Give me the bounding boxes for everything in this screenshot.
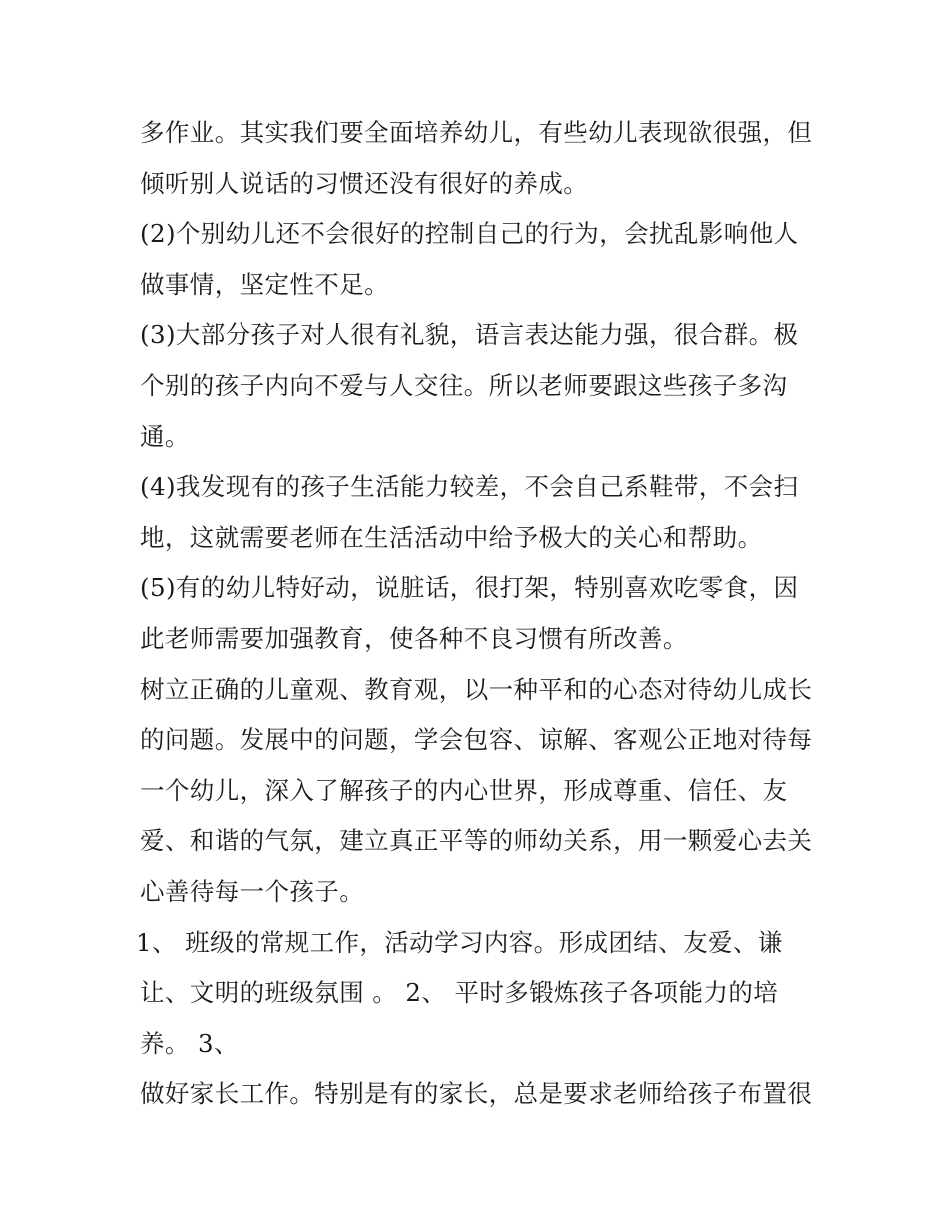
text-line: (2)个别幼儿还不会很好的控制自己的行为，会扰乱影响他人 xyxy=(140,219,799,249)
text-line: 的问题。发展中的问题，学会包容、谅解、客观公正地对待每 xyxy=(140,725,813,755)
document-body xyxy=(136,108,830,1120)
text-line: 倾听别人说话的习惯还没有很好的养成。 xyxy=(140,168,589,198)
list-line: 让、文明的班级氛围 。 2、 平时多锻炼孩子各项能力的培 xyxy=(140,978,779,1008)
text-line: 爱、和谐的气氛，建立真正平等的师幼关系，用一颗爱心去关 xyxy=(140,826,813,856)
text-line: (4)我发现有的孩子生活能力较差，不会自己系鞋带，不会扫 xyxy=(140,472,799,502)
text-line: 心善待每一个孩子。 xyxy=(140,876,365,906)
text-line: 地，这就需要老师在生活活动中给予极大的关心和帮助。 xyxy=(140,522,763,552)
text-line: (3)大部分孩子对人很有礼貌，语言表达能力强，很合群。极 xyxy=(140,320,799,350)
text-line: 通。 xyxy=(140,421,190,451)
text-line: 做事情，坚定性不足。 xyxy=(140,269,389,299)
text-line: 此老师需要加强教育，使各种不良习惯有所改善。 xyxy=(140,623,688,653)
text-line: (5)有的幼儿特好动，说脏话，很打架，特别喜欢吃零食，因 xyxy=(140,573,799,603)
text-line: 一个幼儿，深入了解孩子的内心世界，形成尊重、信任、友 xyxy=(140,775,788,805)
list-line: 养。 3、 xyxy=(140,1028,239,1058)
text-line: 个别的孩子内向不爱与人交往。所以老师要跟这些孩子多沟 xyxy=(140,370,788,400)
text-line: 做好家长工作。特别是有的家长，总是要求老师给孩子布置很 xyxy=(140,1079,813,1109)
list-line: 1、 班级的常规工作，活动学习内容。形成团结、友爱、谦 xyxy=(136,927,783,957)
text-line: 树立正确的儿童观、教育观，以一种平和的心态对待幼儿成长 xyxy=(140,674,813,704)
text-line: 多作业。其实我们要全面培养幼儿，有些幼儿表现欲很强，但 xyxy=(140,118,813,147)
